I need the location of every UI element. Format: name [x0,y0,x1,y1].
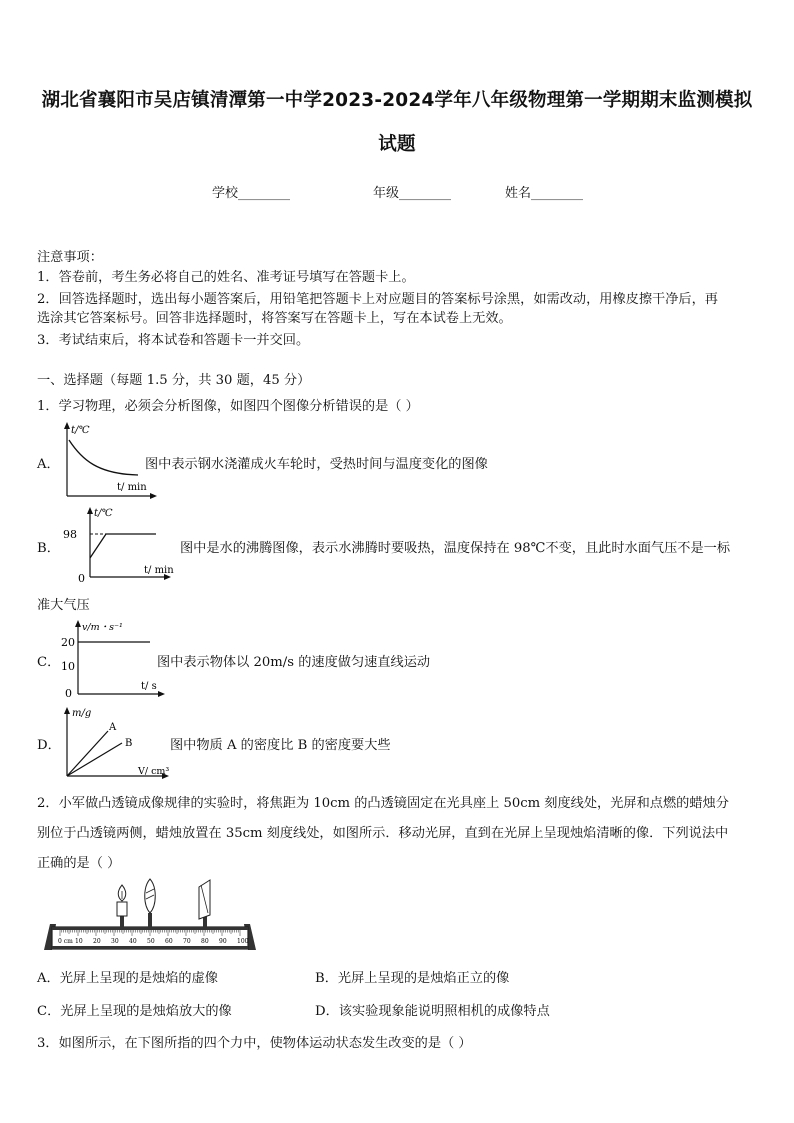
q1-option-a-letter: A． [37,457,60,472]
q1-option-d-text: 图中物质 A 的密度比 B 的密度要大些 [170,738,391,753]
q1-graph-a [58,420,158,500]
q3-stem: 3．如图所示，在下图所指的四个力中，使物体运动状态发生改变的是（ ） [37,1036,472,1051]
q1-option-c-text: 图中表示物体以 20m/s 的速度做匀速直线运动 [157,655,431,670]
convex-lens [145,879,156,929]
q1-option-b-letter: B． [37,541,60,556]
q2-option-a: A．光屏上呈现的是烛焰的虚像 [37,971,218,986]
name-field: 姓名________ [505,186,584,201]
q2-option-b: B．光屏上呈现的是烛焰正立的像 [315,971,510,986]
optical-bench-figure [42,877,264,957]
ruler-label: 80 [201,938,209,945]
grade-field: 年级________ [373,186,452,201]
q1-d-line-b: B [125,738,133,749]
q1-b-ytick: 98 [63,528,77,541]
q1-c-ytick-0: 0 [65,687,72,699]
ruler-label: 10 [75,938,83,945]
ruler-label: 20 [93,938,101,945]
q1-c-ytick-20: 20 [61,636,75,649]
ruler-label: 100 [237,938,249,945]
ruler-label: 70 [183,938,191,945]
q1-a-xlabel: t/ min [117,482,147,493]
doc-title-line2: 试题 [378,134,416,155]
ruler-label: 40 [129,938,137,945]
section-heading: 一、选择题（每题 1.5 分，共 30 题，45 分） [37,373,311,388]
q1-graph-c [58,617,168,699]
q1-b-origin: 0 [78,572,85,583]
q1-c-ytick-10: 10 [61,660,75,673]
light-screen [199,880,210,929]
ruler-label: 50 [147,938,155,945]
notice-item-2-line1: 2．回答选择题时，选出每小题答案后，用铅笔把答题卡上对应题目的答案标号涂黑，如需改动，用橡皮擦干净后，再 [37,292,718,307]
doc-title-line1: 湖北省襄阳市吴店镇清潭第一中学2023-2024学年八年级物理第一学期期末监测模拟 [41,90,753,111]
q2-stem-line2: 别位于凸透镜两侧，蜡烛放置在 35cm 刻度线处，如图所示．移动光屏，直到在光屏上呈现烛焰清晰的像．下列说法中 [37,826,729,841]
candle [117,885,127,929]
notice-item-1: 1．答卷前，考生务必将自己的姓名、准考证号填写在答题卡上。 [37,270,415,285]
q1-b-ylabel: t/℃ [94,508,113,519]
notice-item-3: 3．考试结束后，将本试卷和答题卡一并交回。 [37,333,310,348]
notice-item-2-line2: 选涂其它答案标号。回答非选择题时，将答案写在答题卡上，写在本试卷上无效。 [37,311,512,326]
ruler-label: 30 [111,938,119,945]
ruler-label: 90 [219,938,227,945]
q1-option-a-text: 图中表示钢水浇灌成火车轮时，受热时间与温度变化的图像 [145,457,488,472]
q1-c-xlabel: t/ s [141,681,157,692]
ruler-label: 0 cm [58,938,73,945]
q2-option-d: D．该实验现象能说明照相机的成像特点 [315,1004,550,1019]
q1-graph-d [58,703,174,783]
q1-stem: 1．学习物理，必须会分析图像，如图四个图像分析错误的是（ ） [37,399,419,414]
q1-d-xlabel: V/ cm³ [138,766,170,777]
notice-heading: 注意事项： [37,250,103,265]
q1-graph-b [58,503,178,583]
school-field: 学校________ [212,186,291,201]
q1-d-line-a: A [109,722,117,733]
q1-c-ylabel: v/m・s⁻¹ [82,622,123,633]
q2-option-c: C．光屏上呈现的是烛焰放大的像 [37,1004,232,1019]
q1-b-xlabel: t/ min [144,565,174,576]
q2-stem-line3: 正确的是（ ） [37,856,121,871]
q1-option-b-text-line1: 图中是水的沸腾图像，表示水沸腾时要吸热，温度保持在 98℃不变，且此时水面气压不是一标 [180,541,731,556]
q2-stem-line1: 2．小军做凸透镜成像规律的实验时，将焦距为 10cm 的凸透镜固定在光具座上 50cm 刻度线处，光屏和点燃的蜡烛分 [37,796,729,811]
q1-d-ylabel: m/g [72,708,92,719]
q1-option-c-letter: C． [37,655,61,670]
q1-a-ylabel: t/℃ [71,425,90,436]
q1-option-b-text-line2: 准大气压 [37,598,90,613]
q1-option-d-letter: D． [37,738,61,753]
ruler-label: 60 [165,938,173,945]
